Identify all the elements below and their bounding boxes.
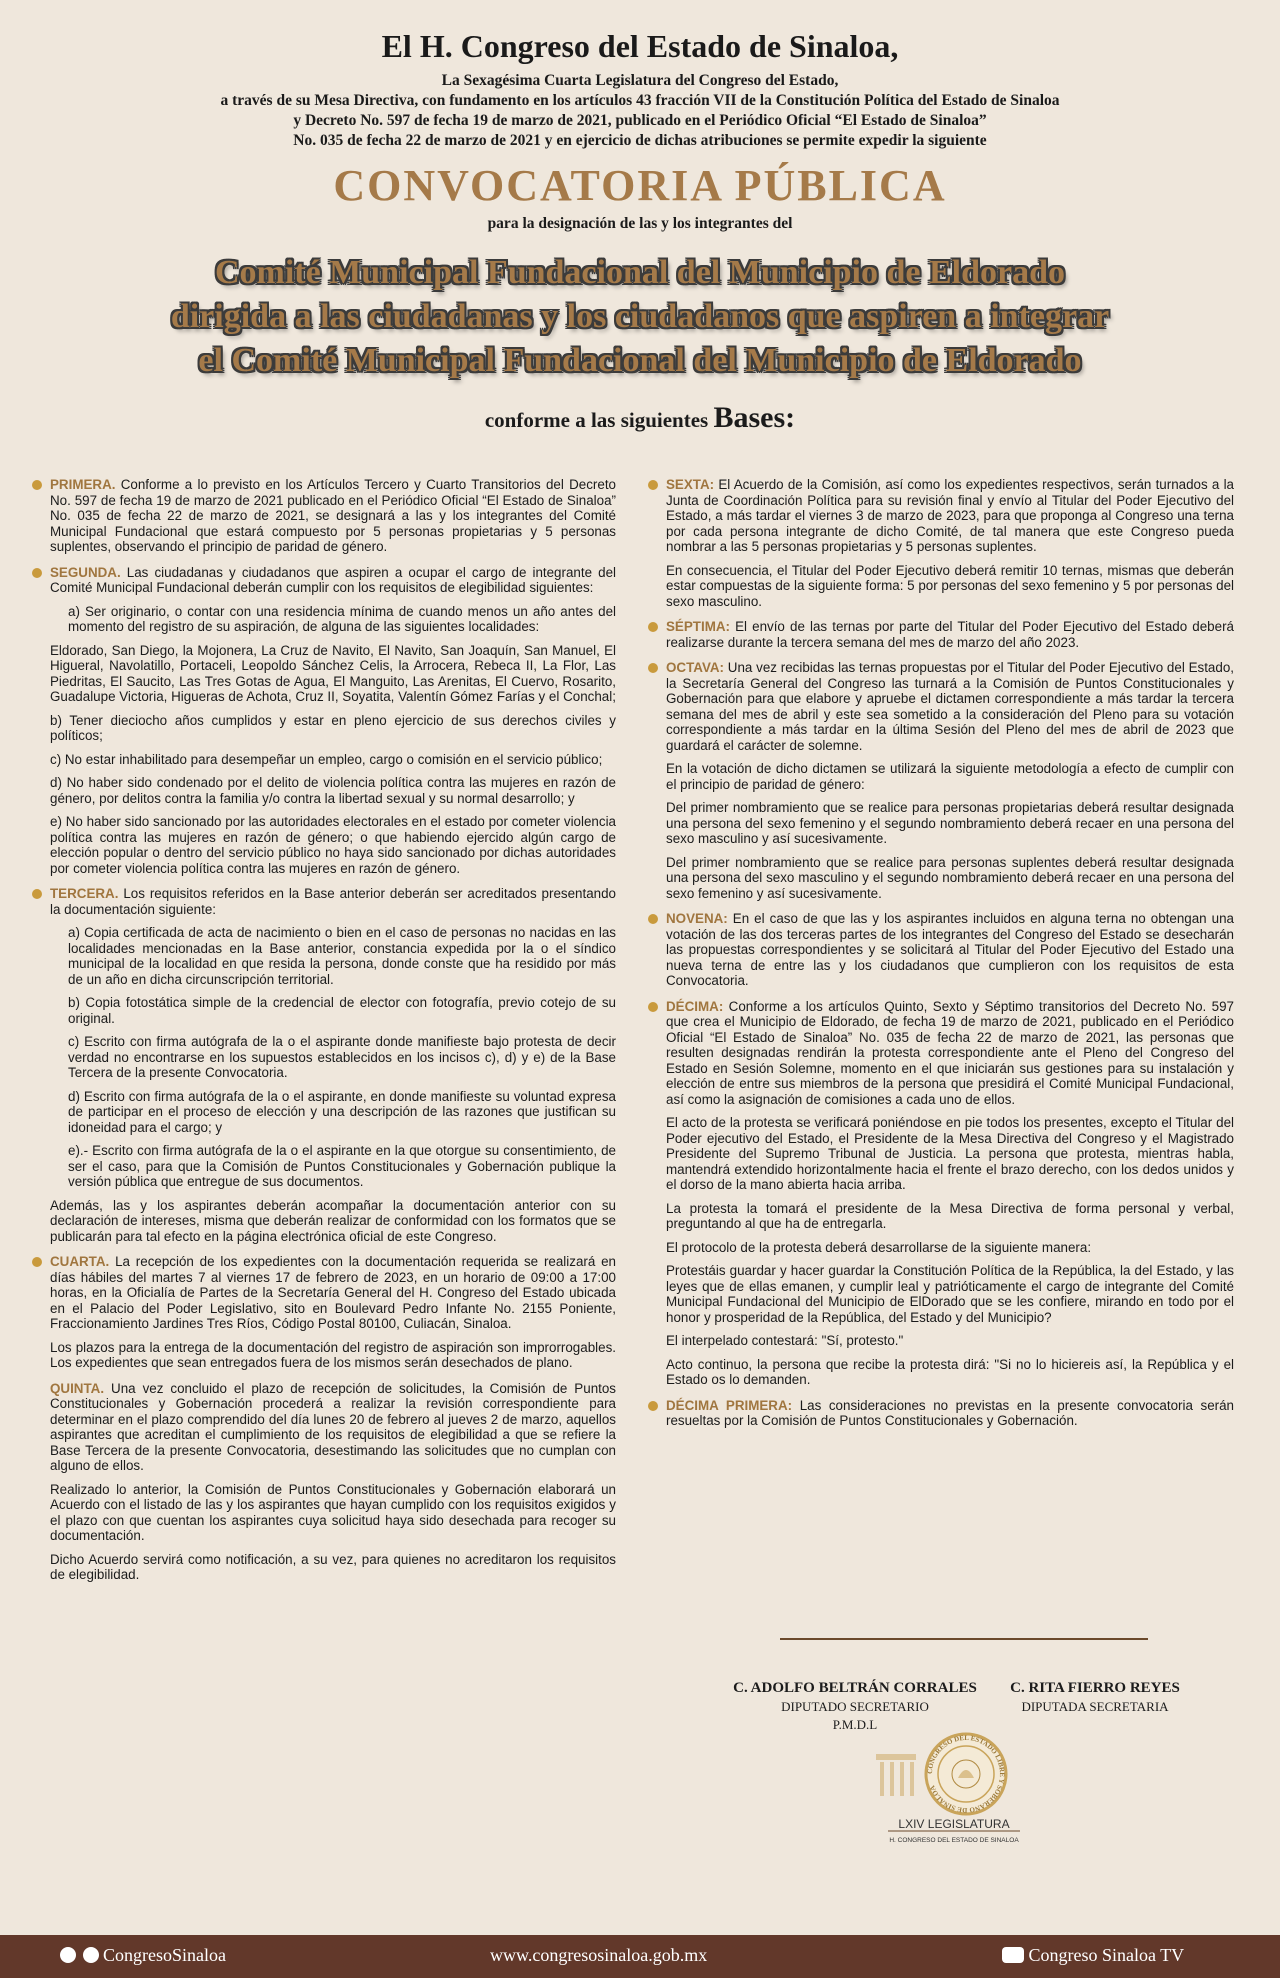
paragraph: Del primer nombramiento que se realice para personas propietarias deberá resultar designada una persona del sexo femenino y el segundo nombramiento deberá recaer en una persona del sexo masculino y así sucesivamente. bbox=[666, 800, 1234, 846]
committee-heading-line: el Comité Municipal Fundacional del Municipio de Eldorado bbox=[198, 342, 1082, 379]
bullet-icon bbox=[648, 914, 658, 924]
base-segunda bbox=[32, 565, 616, 877]
header-line: La Sexagésima Cuarta Legislatura del Congreso del Estado, bbox=[441, 72, 839, 89]
paragraph: En consecuencia, el Titular del Poder Ejecutivo deberá remitir 10 ternas, mismas que deberán estar compuestas de la siguiente forma: 5 por personas del sexo femenino y 5 por personas del sexo masculino. bbox=[666, 562, 1234, 609]
base-label: SEGUNDA. bbox=[50, 564, 121, 580]
bullet-icon bbox=[648, 622, 658, 632]
base-label: CUARTA. bbox=[50, 1254, 110, 1269]
bullet-icon bbox=[648, 1401, 658, 1411]
right-column bbox=[648, 477, 1234, 1439]
bullet-icon bbox=[648, 663, 658, 673]
base-quinta bbox=[32, 1381, 616, 1583]
committee-heading bbox=[0, 251, 1280, 383]
congress-seal-logo bbox=[874, 1732, 1034, 1862]
documento-d: d) Escrito con firma autógrafa de la o el aspirante, en donde manifieste su voluntad expresa de participar en el proceso de elección y una descripción de las razones que justifican su idoneidad para el cargo; y bbox=[68, 1088, 616, 1135]
signer-role: DIPUTADA SECRETARIA bbox=[1021, 1699, 1169, 1714]
paragraph: Del primer nombramiento que se realice para personas suplentes deberá resultar designada una persona del sexo masculino y el segundo nombramiento deberá recaer en una persona del sexo femenino y así sucesivamente. bbox=[666, 854, 1234, 901]
documento-b: b) Copia fotostática simple de la credencial de elector con fotografía, previo cotejo de su original. bbox=[68, 995, 616, 1026]
localidades-list: Eldorado, San Diego, la Mojonera, La Cruz de Navito, El Navito, San Joaquín, San Manuel, El Higueral, Navolatillo, Portaceli, Leopoldo Sánchez Celis, la Arrocera, Rebeca II, La Flor, Las Piedritas, El Saucito, Las Tres Gotas de Agua, El Manguito, Las Arenitas, El Cuervo, Rosarito, Guadalupe Victoria, Higueras de Achota, Cruz II, Soyatita, Valentín Gómez Farías y el Conchal; bbox=[50, 642, 616, 704]
base-label: OCTAVA: bbox=[666, 660, 725, 675]
base-text: La recepción de los expedientes con la documentación requerida se realizará en días hábiles del martes 7 al viernes 17 de febrero de 2023, en un horario de 09:00 a 17:00 horas, en la Oficialía de Partes de la Secretaría General del H. Congreso del Estado ubicada en el Palacio del Poder Legislativo, sito en Boulevard Pedro Infante No. 2155 Poniente, Fraccionamiento Jardines Tres Ríos, Código Postal 80100, Culiacán, Sinaloa. bbox=[50, 1254, 616, 1331]
seal-org-label: H. CONGRESO DEL ESTADO DE SINALOA bbox=[889, 1837, 1019, 1844]
header-line: No. 035 de fecha 22 de marzo de 2021 y en ejercicio de dichas atribuciones se permite expedir la siguiente bbox=[293, 132, 987, 149]
base-decima bbox=[648, 999, 1234, 1388]
base-label: SÉPTIMA: bbox=[666, 619, 730, 634]
committee-heading-line: Comité Municipal Fundacional del Municipio de Eldorado bbox=[214, 254, 1066, 291]
bases-heading bbox=[0, 401, 1280, 435]
documento-e: e).- Escrito con firma autógrafa de la o el aspirante en la que otorgue su consentimiento, de ser el caso, para que la Comisión de Puntos Constitucionales y Gobernación publique la versión pública que entregue de sus documentos. bbox=[68, 1143, 616, 1189]
requisito-b: b) Tener dieciocho años cumplidos y estar en pleno ejercicio de sus derechos civiles y políticos; bbox=[50, 712, 616, 743]
signature-1 bbox=[700, 1680, 1010, 1733]
documento-c: c) Escrito con firma autógrafa de la o el aspirante donde manifieste bajo protesta de decir verdad no encontrarse en los supuestos establecidos en los incisos c), d) y e) de la Base Tercera de la presente Convocatoria. bbox=[68, 1034, 616, 1080]
paragraph: La protesta la tomará el presidente de la Mesa Directiva de forma personal y verbal, preguntando al que ha de entregarla. bbox=[666, 1200, 1234, 1231]
signature-2 bbox=[1000, 1680, 1190, 1715]
base-novena bbox=[648, 911, 1234, 989]
base-septima bbox=[648, 619, 1234, 650]
base-label: QUINTA. bbox=[50, 1380, 105, 1396]
requisito-a: a) Ser originario, o contar con una residencia mínima de cuando menos un año antes del momento del registro de su aspiración, de alguna de las siguientes localidades: bbox=[68, 603, 616, 634]
tv-label: Congreso Sinaloa TV bbox=[1028, 1945, 1185, 1965]
base-decima-primera bbox=[648, 1398, 1234, 1429]
paragraph: El protocolo de la protesta deberá desarrollarse de la siguiente manera: bbox=[666, 1239, 1092, 1255]
left-column bbox=[32, 477, 616, 1593]
header bbox=[0, 28, 1280, 435]
base-label: PRIMERA. bbox=[50, 477, 116, 492]
twitter-icon bbox=[60, 1947, 76, 1963]
base-label: TERCERA. bbox=[50, 886, 119, 901]
base-text: Una vez recibidas las ternas propuestas por el Titular del Poder Ejecutivo del Estado, la Secretaría General del Congreso las turnará a la Comisión de Puntos Constitucionales y Gobernación para que elabore y apruebe el dictamen correspondiente a más tardar la tercera semana del mes de abril y este sea sometido a la consideración del Pleno para su votación correspondiente a más tardar en la última Sesión del Pleno del mes de abril de 2023 que guardará el carácter de solemne. bbox=[666, 660, 1234, 753]
base-text: Conforme a los artículos Quinto, Sexto y Séptimo transitorios del Decreto No. 597 que crea el Municipio de Eldorado, de fecha 19 de marzo de 2021, publicado en el Periódico Oficial “El Estado de Sinaloa” No. 035 de fecha 22 de marzo de 2021, las personas que resulten designadas rendirán la protesta correspondiente ante el Pleno del Congreso del Estado en Sesión Solemne, momento en el que iniciarán sus gestiones para su instalación y elección de entre sus miembros de la persona que presidirá el Comité Municipal Fundacional, así como la asignación de comisiones a cada uno de ellos. bbox=[666, 998, 1234, 1107]
bullet-icon bbox=[32, 889, 42, 899]
base-text: Los requisitos referidos en la Base anterior deberán ser acreditados presentando la documentación siguiente: bbox=[50, 886, 616, 917]
base-sexta bbox=[648, 477, 1234, 609]
base-label: SEXTA: bbox=[666, 477, 715, 492]
base-text: El envío de las ternas por parte del Titular del Poder Ejecutivo del Estado deberá realizarse durante la tercera semana del mes de marzo del año 2023. bbox=[666, 619, 1234, 650]
bullet-icon bbox=[32, 568, 42, 578]
paragraph: El acto de la protesta se verificará poniéndose en pie todos los presentes, excepto el Titular del Poder ejecutivo del Estado, el Presidente de la Mesa Directiva del Congreso y el Magistrado Presidente del Supremo Tribunal de Justicia. La persona que protesta, mientras habla, mantendrá extendido horizontalmente hacia el frente el brazo derecho, con los dedos unidos y el dorso de la mano abierta hacia arriba. bbox=[666, 1115, 1234, 1192]
social-link[interactable] bbox=[60, 1945, 226, 1966]
header-line: a través de su Mesa Directiva, con fundamento en los artículos 43 fracción VII de la Constitución Política del Estado de Sinaloa bbox=[220, 92, 1060, 109]
base-primera bbox=[32, 477, 616, 555]
bases-word: Bases: bbox=[713, 401, 796, 434]
signer-name: C. RITA FIERRO REYES bbox=[1010, 1680, 1180, 1696]
documento-a: a) Copia certificada de acta de nacimiento o bien en el caso de personas no nacidas en las localidades mencionadas en la Base anterior, constancia expedida por la o el síndico municipal de la localidad en que resida la persona, donde conste que ha residido por más de un año en dicha circunscripción territorial. bbox=[68, 925, 616, 987]
signature-divider bbox=[780, 1638, 1148, 1640]
paragraph: Realizado lo anterior, la Comisión de Puntos Constitucionales y Gobernación elaborará un Acuerdo con el listado de las y los aspirantes que hayan cumplido con los requisitos exigidos y el plazo con que cuentan los aspirantes cuya solicitud haya sido desechada para recoger su documentación. bbox=[50, 1481, 616, 1543]
requisito-d: d) No haber sido condenado por el delito de violencia política contra las mujeres en razón de género, por delitos contra la familia y/o contra la libertad sexual y su normal desarrollo; y bbox=[50, 775, 616, 806]
base-octava bbox=[648, 660, 1234, 901]
bullet-icon bbox=[648, 480, 658, 490]
bullet-icon bbox=[648, 1002, 658, 1012]
base-label: DÉCIMA PRIMERA: bbox=[666, 1397, 793, 1413]
base-text: En el caso de que las y los aspirantes incluidos en alguna terna no obtengan una votación de las dos terceras partes de los integrantes del Congreso del Estado se desecharán las propuestas correspondientes y se solicitará al Titular del Poder Ejecutivo del Estado una nueva terna de entre las y los ciudadanos que cumplieron con los requisitos de esta Convocatoria. bbox=[666, 911, 1234, 988]
ademas-paragraph: Además, las y los aspirantes deberán acompañar la documentación anterior con su declaración de intereses, misma que deberán realizar de conformidad con los formatos que se publicarán para tal efecto en la página electrónica oficial de este Congreso. bbox=[50, 1197, 616, 1244]
issuer-title: El H. Congreso del Estado de Sinaloa, bbox=[381, 28, 899, 64]
youtube-icon bbox=[1002, 1947, 1024, 1963]
paragraph: En la votación de dicho dictamen se utilizará la siguiente metodología a efecto de cumplir con el principio de paridad de género: bbox=[666, 761, 1234, 792]
signer-role: P.M.D.L bbox=[832, 1717, 878, 1732]
base-text: Una vez concluido el plazo de recepción de solicitudes, la Comisión de Puntos Constitucionales y Gobernación procederá a realizar la revisión correspondiente para determinar en el plazo comprendido del día lunes 20 de febrero al jueves 2 de marzo, aquellos aspirantes que acreditan el cumplimiento de los requisitos de elegibilidad a que se refiere la Base Tercera de la presente Convocatoria, desestimando las solicitudes que no cumplan con alguno de ellos. bbox=[50, 1380, 616, 1473]
requisito-c: c) No estar inhabilitado para desempeñar un empleo, cargo o comisión en el servicio público; bbox=[50, 751, 603, 767]
footer-bar bbox=[0, 1935, 1280, 1978]
paragraph: Protestáis guardar y hacer guardar la Constitución Política de la República, la del Estado, y las leyes que de ellas emanen, y cumplir leal y patrióticamente el cargo de integrante del Comité Municipal Fundacional del Municipio de ElDorado que se les confiere, mirando en todo por el honor y prosperidad de la República, del Estado y del Municipio? bbox=[666, 1263, 1234, 1325]
base-label: NOVENA: bbox=[666, 911, 728, 926]
signer-role: DIPUTADO SECRETARIO bbox=[781, 1699, 929, 1714]
signer-name: C. ADOLFO BELTRÁN CORRALES bbox=[733, 1680, 977, 1696]
bases-pre: conforme a las siguientes bbox=[484, 408, 709, 432]
bullet-icon bbox=[32, 480, 42, 490]
legislatura-label: LXIV LEGISLATURA bbox=[898, 1817, 1010, 1831]
base-text: El Acuerdo de la Comisión, así como los expedientes respectivos, serán turnados a la Junta de Coordinación Política para su revisión final y envío al Titular del Poder Ejecutivo del Estado, a más tardar el viernes 3 de marzo de 2023, para que proponga al Congreso una terna por cada persona integrante de dicho Comité, de tal manera que este Congreso pueda nombrar a las 5 personas propietarias y 5 personas suplentes. bbox=[666, 477, 1234, 554]
paragraph: El interpelado contestará: "Sí, protesto." bbox=[666, 1333, 904, 1348]
seal-icon bbox=[874, 1732, 1034, 1862]
paragraph: Dicho Acuerdo servirá como notificación, a su vez, para quienes no acreditaron los requisitos de elegibilidad. bbox=[50, 1551, 616, 1582]
seal-ring-text: CONGRESO DEL ESTADO LIBRE Y SOBERANO DE SINALOA bbox=[925, 1733, 1007, 1815]
website-link[interactable]: www.congresosinaloa.gob.mx bbox=[490, 1945, 708, 1965]
social-handle: CongresoSinaloa bbox=[103, 1945, 226, 1965]
paragraph: Los plazos para la entrega de la documentación del registro de aspiración son improrrogables. Los expedientes que sean entregados fuera de los mismos serán desechados de plano. bbox=[50, 1339, 616, 1370]
base-text: Las ciudadanas y ciudadanos que aspiren a ocupar el cargo de integrante del Comité Municipal Fundacional deberán cumplir con los requisitos de elegibilidad siguientes: bbox=[50, 564, 616, 595]
base-text: Las consideraciones no previstas en la presente convocatoria serán resueltas por la Comisión de Puntos Constitucionales y Gobernación. bbox=[666, 1397, 1234, 1428]
convocatoria-title: CONVOCATORIA PÚBLICA bbox=[333, 161, 947, 210]
tv-link[interactable] bbox=[1002, 1945, 1184, 1966]
committee-heading-line: dirigida a las ciudadanas y los ciudadanos que aspiren a integrar bbox=[170, 298, 1110, 335]
header-line: y Decreto No. 597 de fecha 19 de marzo de 2021, publicado en el Periódico Oficial “El Estado de Sinaloa” bbox=[293, 112, 987, 129]
base-tercera bbox=[32, 886, 616, 1244]
requisito-e: e) No haber sido sancionado por las autoridades electorales en el estado por cometer violencia política contra las mujeres en razón de género; o que habiendo ejercido algún cargo de elección popular o dentro del servicio público no haya sido sancionado por dichas autoridades por cometer violencia política contra las mujeres en razón de género. bbox=[50, 814, 616, 876]
base-label: DÉCIMA: bbox=[666, 998, 724, 1014]
convocatoria-subtitle: para la designación de las y los integrantes del bbox=[487, 215, 793, 232]
facebook-icon bbox=[83, 1947, 99, 1963]
base-cuarta bbox=[32, 1254, 616, 1371]
base-text: Conforme a lo previsto en los Artículos Tercero y Cuarto Transitorios del Decreto No. 597 de fecha 19 de marzo de 2021 publicado en el Periódico Oficial “El Estado de Sinaloa” No. 035 de fecha 22 de marzo de 2021, se designará a las y los integrantes del Comité Municipal Fundacional que estará compuesto por 5 personas propietarias y 5 personas suplentes, observando el principio de paridad de género. bbox=[50, 477, 616, 554]
bullet-icon bbox=[32, 1257, 42, 1267]
paragraph: Acto continuo, la persona que recibe la protesta dirá: "Si no lo hiciereis así, la República y el Estado os lo demanden. bbox=[666, 1356, 1234, 1387]
